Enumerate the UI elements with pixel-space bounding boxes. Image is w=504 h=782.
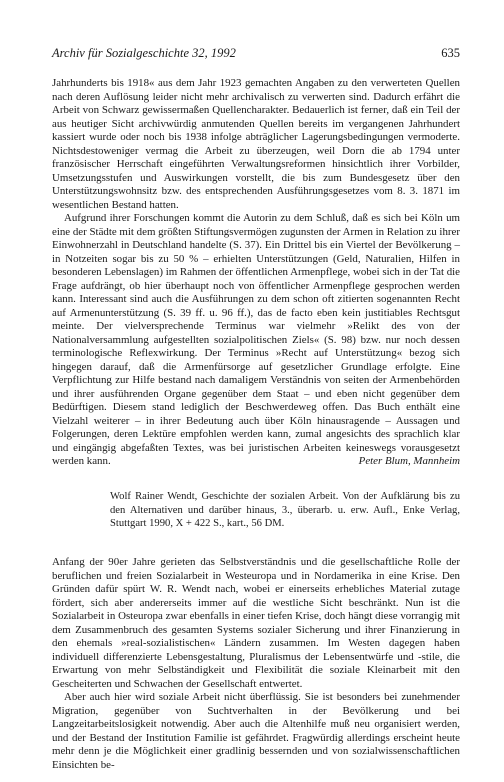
book-reference: Wolf Rainer Wendt, Geschichte der sozialen Arbeit. Von der Aufklärung bis zu den Alternativen und darüber hinaus, 3., überarb. u. erw. Aufl., Enke Verlag, Stuttgart 1990, X + 422 S., kart., 56 DM. (110, 491, 460, 530)
review-text-2 (52, 556, 460, 772)
reviewer-signature: Peter Blum, Mannheim (358, 455, 460, 467)
running-header (52, 46, 460, 62)
page-number: 635 (441, 46, 460, 60)
journal-title: Archiv für Sozialgeschichte 32, 1992 (52, 46, 236, 60)
paragraph: Aber auch hier wird soziale Arbeit nicht überflüssig. Sie ist besonders bei zunehmender Migration, gegenüber von Suchtverhalten in der Bevölkerung und bei Langzeitarbeitslosigkeit notwendig. Aber auch die Altenhilfe muß neu organisiert werden, und der Bestand der Institution Familie ist gefährdet. Fragwürdig allerdings erscheint heute mehr denn je die Möglichkeit einer gradlinig bessernden und von sozialwissenschaftlichen Einsichten be- (52, 691, 460, 771)
paragraph: Aufgrund ihrer Forschungen kommt die Autorin zu dem Schluß, daß es sich bei Köln um eine der Städte mit dem größten Stiftungsvermögen zugunsten der Armen in Relation zu ihrer Einwohnerzahl in Deutschland handelte (S. 37). Ein Drittel bis ein Viertel der Bevölkerung – in Notzeiten sogar bis zu 50 % – erhielten Unterstützungen (Geld, Naturalien, Hilfen in besonderen Lebenslagen) im Rahmen der öffentlichen Armenpflege, wobei sich in der Tat die Frage aufdrängt, ob hier überhaupt noch von öffentlicher Armenpflege gesprochen werden kann. Interessant sind auch die Ausführungen zu dem schon oft zitierten sogenannten Recht auf Armenunterstützung (S. 39 ff. u. 96 ff.), das de facto eben kein justitiables Rechtsgut meinte. Der vielversprechende Terminus war vielmehr »Relikt des von der Nationalversammlung aufgestellten sozialpolitischen Ziels« (S. 98) bzw. nur noch dessen terminologische Reflexwirkung. Der Terminus »Recht auf Unterstützung« bezog sich hingegen darauf, daß die Armenfürsorge auf gesetzlicher Grundlage erfolgte. Eine Verpflichtung zur Hilfe bestand nach damaligem Verständnis von seiten der Armenbehörden und ihrer ausführenden Organe gegenüber dem Staat – und eben nicht gegenüber dem Bedürftigen. Diesem stand lediglich der Beschwerdeweg offen. Das Buch enthält eine Vielzahl weiterer – in ihrer Bedeutung auch über Köln hinausragende – Aussagen und Folgerungen, deren Lektüre empfohlen werden kann, zumal angesichts des sprachlich klar und eingängig abgefaßten Textes, was bei juristischen Arbeiten keineswegs vorausgesetzt werden kann. (52, 212, 461, 467)
paragraph: Jahrhunderts bis 1918« aus dem Jahr 1923 gemachten Angaben zu den verwerteten Quellen nach deren Auflösung leider nicht mehr archivalisch zu verwerten sind. Dadurch erfährt die Arbeit von Schwarz gewissermaßen Quellencharakter. Bedauerlich ist ferner, daß ein Teil der aus heutiger Sicht archivwürdig anmutenden Quellen bereits im vergangenen Jahrhundert kassiert wurde oder noch bis 1938 infolge abträglicher Lagerungsbedingungen vermoderte. Nichtsdestoweniger vermag die Arbeit zu überzeugen, weil Dorn die ab 1794 unter französischer Herrschaft eingeführten Verwaltungsreformen hinsichtlich ihrer Vorbilder, Umsetzungsstufen und Auswirkungen vorstellt, die bis zum Bundesgesetz über den Unterstützungswohnsitz bzw. des entsprechenden Ausführungsgesetzes vom 8. 3. 1871 im wesentlichen Bestand hatten. (52, 77, 460, 211)
review-text-1 (52, 77, 460, 469)
paragraph: Anfang der 90er Jahre gerieten das Selbstverständnis und die gesellschaftliche Rolle der beruflichen und freien Sozialarbeit in Westeuropa und in Nordamerika in eine Krise. Den Gründen dafür spürt W. R. Wendt nach, wobei er einerseits erhebliches Material zutage fördert, sich aber andererseits immer auf die westliche Sicht beschränkt. Nun ist die Sozialarbeit in Osteuropa zwar ebenfalls in einer tiefen Krise, doch hängt diese vorrangig mit dem Zusammenbruch des gesamten Systems sozialer Sicherung und ihrer Finanzierung in den ehemals »real-sozialistischen« Ländern zusammen. Im Westen dagegen haben individuell differenzierte Lebensgestaltung, Pluralismus der Lebensentwürfe und -stile, die Erwartung von mehr Selbständigkeit und Flexibilität die soziale Kleinarbeit mit den Gescheiterten und Schwachen der Gesellschaft entwertet. (52, 556, 460, 690)
